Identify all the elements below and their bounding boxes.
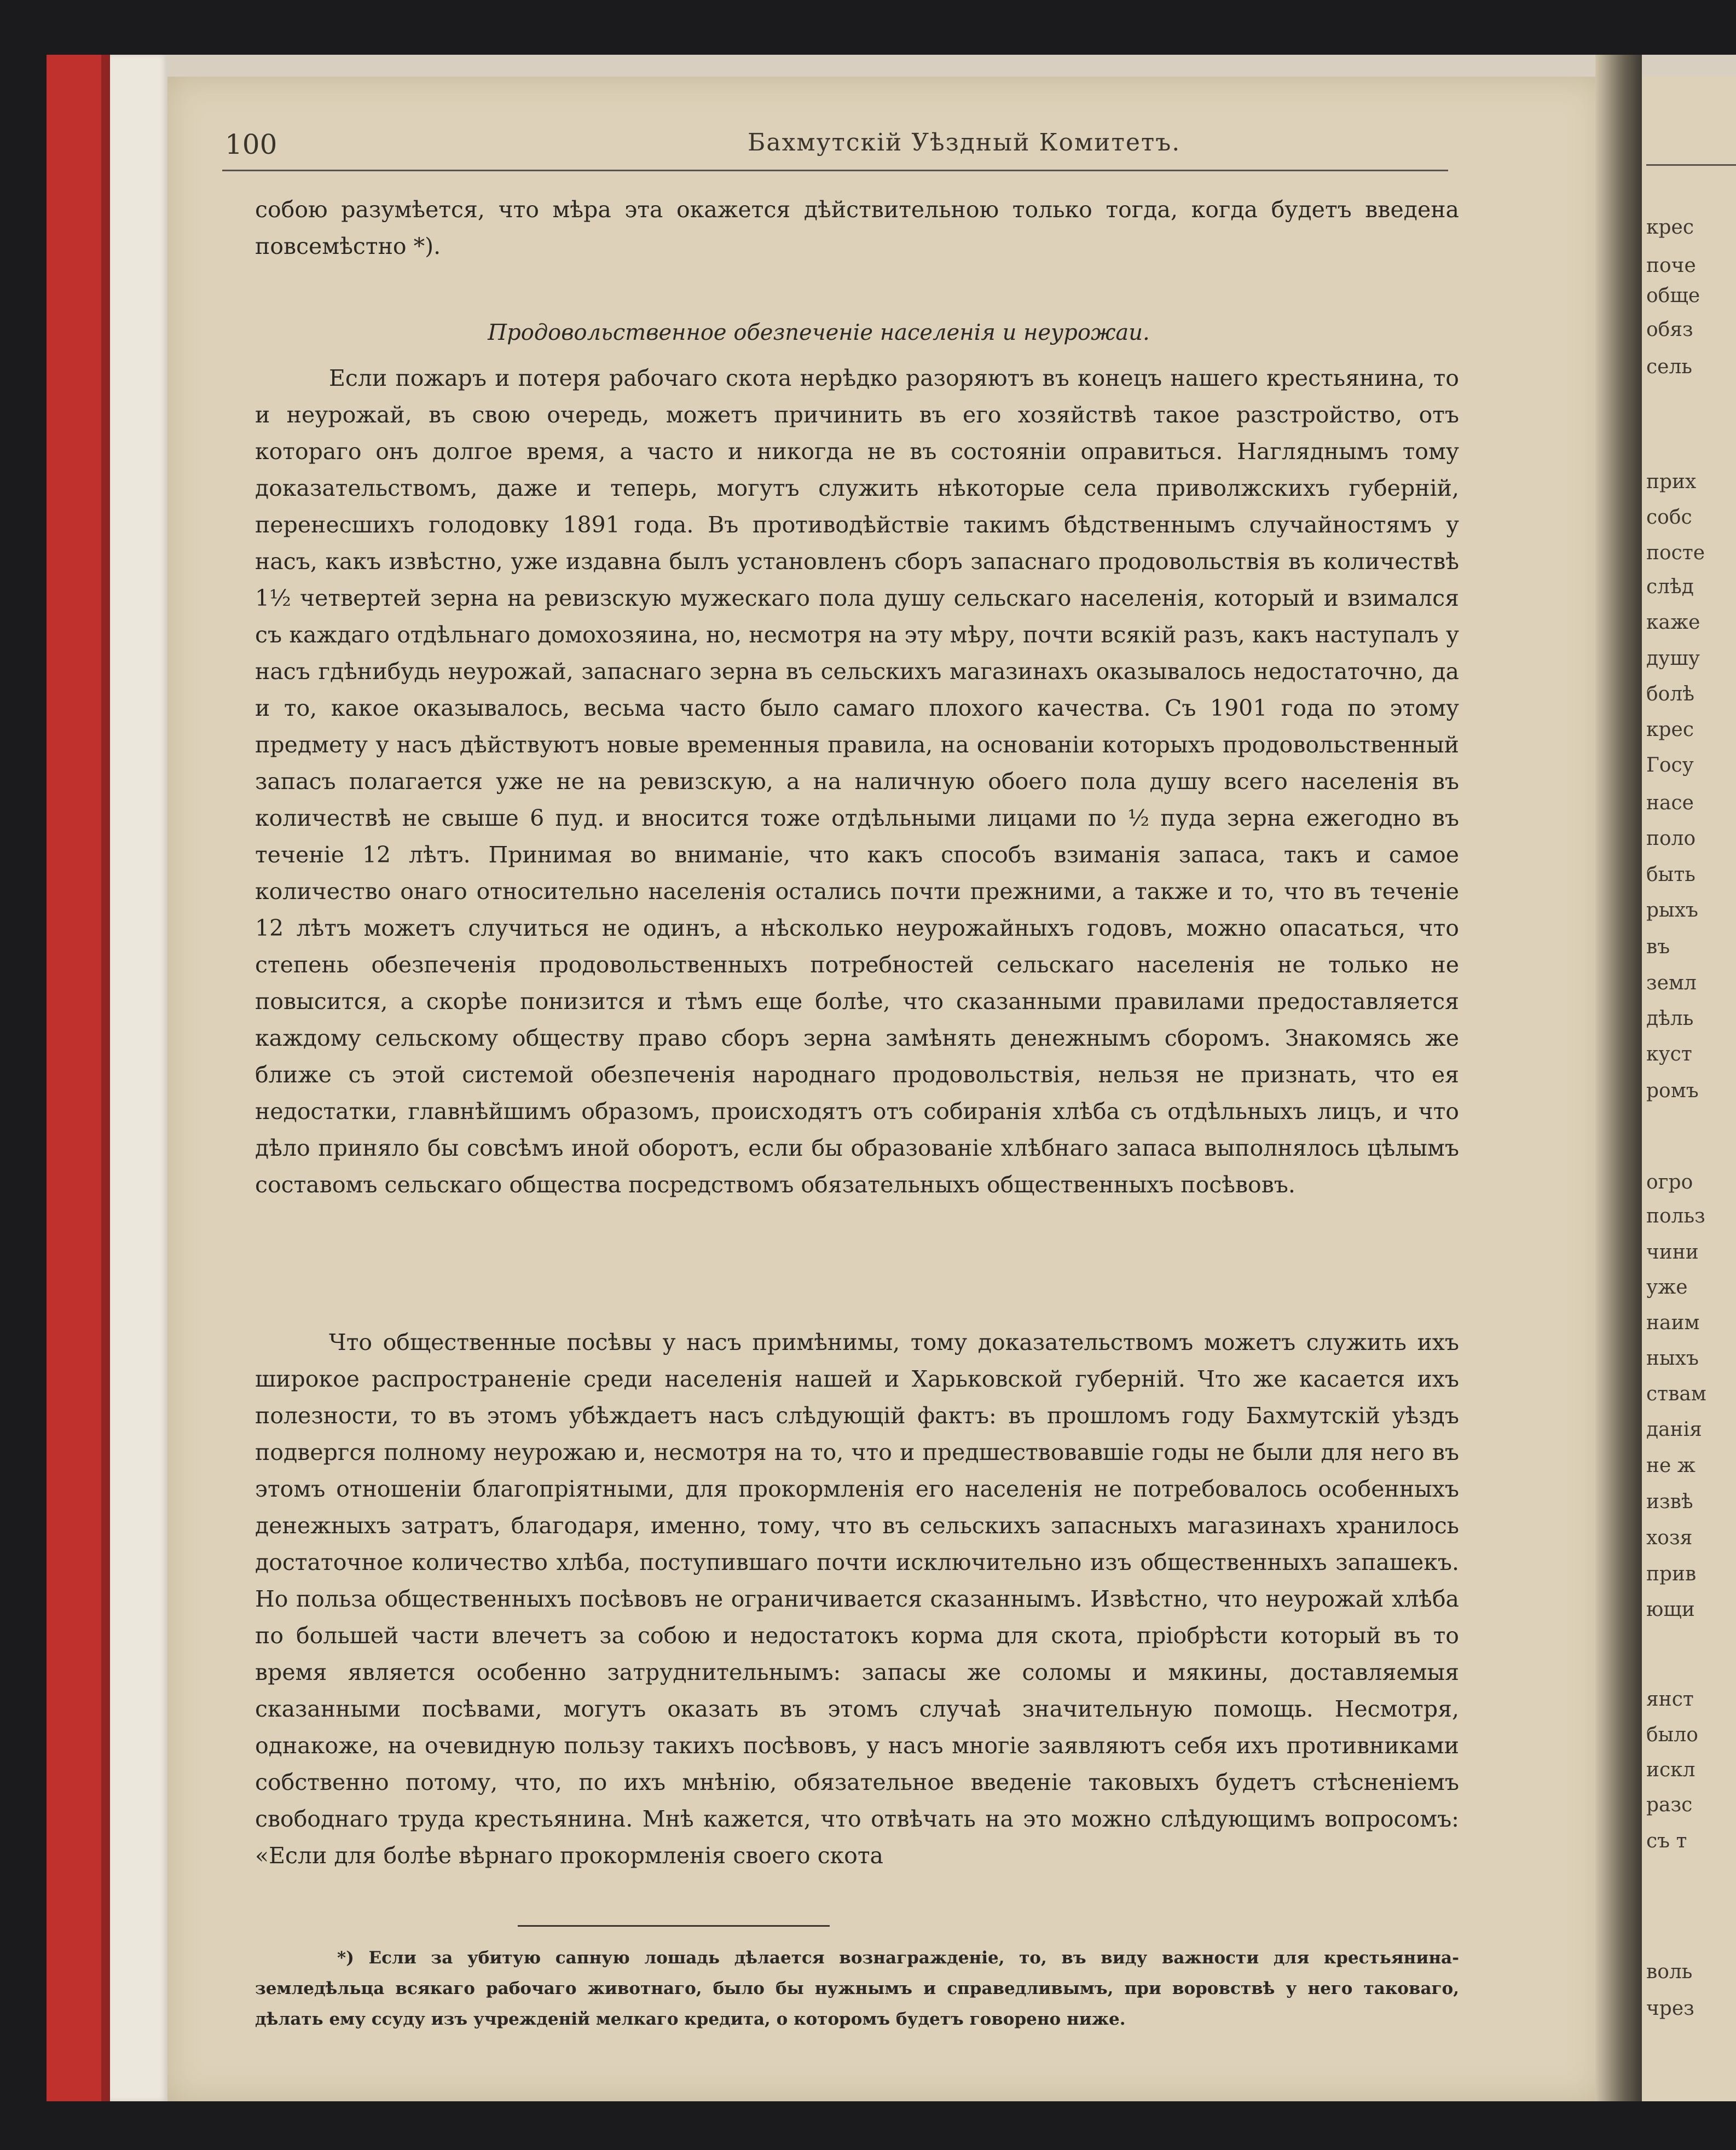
next-page-fragment: сель <box>1646 356 1692 378</box>
next-page-fragment: прив <box>1646 1563 1697 1585</box>
next-page-fragment: обяз <box>1646 318 1693 341</box>
next-page-fragment: съ т <box>1646 1830 1687 1852</box>
next-page-fragment: каже <box>1646 611 1700 634</box>
next-page-fragment: быть <box>1646 864 1696 886</box>
next-page-fragment: душу <box>1646 647 1700 670</box>
book-gutter <box>1595 55 1642 2101</box>
next-page-fragment: польз <box>1646 1205 1705 1227</box>
next-page-fragment: Госу <box>1646 754 1694 776</box>
book-cover-edge <box>101 55 110 2101</box>
next-page-fragment: посте <box>1646 542 1705 564</box>
next-page-fragment: данія <box>1646 1418 1702 1441</box>
next-page-fragment: куст <box>1646 1043 1692 1065</box>
next-page-fragment: наим <box>1646 1312 1700 1334</box>
next-page-fragment: поче <box>1646 254 1696 277</box>
header-rule <box>222 170 1448 171</box>
next-page-fragment: земл <box>1646 972 1697 994</box>
next-page-fragment: извѣ <box>1646 1491 1693 1513</box>
running-title: Бахмутскій Уѣздный Комитетъ. <box>748 129 1181 157</box>
next-page-fragment: разс <box>1646 1794 1693 1816</box>
next-page-fragment: поло <box>1646 827 1696 850</box>
footnote: *) Если за убитую сапную лошадь дѣлается вознагражденіе, то, въ виду важности для крестьянина-земледѣльца всякаго рабочаго животнаго, было бы нужнымъ и справедливымъ, при воровствѣ у него таковаго, дѣлать ему ссуду изъ учрежденій мелкаго кредита, о которомъ будетъ говорено ниже. <box>255 1948 1459 2029</box>
next-page-fragment: хозя <box>1646 1527 1693 1549</box>
body-paragraph-2: Что общественные посѣвы у насъ примѣнимы, тому доказательствомъ можетъ служить ихъ широкое распространеніе среди населенія нашей и Харьковской губерній. Что же касается ихъ полезности, то въ этомъ убѣждаетъ насъ слѣдующій фактъ: въ прошломъ году Бахмутскій уѣздъ подвергся полному неурожаю и, несмотря на то, что и предшествовавшіе годы не были для него въ этомъ отношеніи благопріятными, для прокормленія его населенія не потребовалось особенныхъ денежныхъ затратъ, благодаря, именно, тому, что въ сельскихъ запасныхъ магазинахъ хранилось достаточное количество хлѣба, поступившаго почти исключительно изъ общественныхъ запашекъ. Но польза общественныхъ посѣвовъ не ограничивается сказаннымъ. Извѣстно, что неурожай хлѣба по большей части влечетъ за собою и недостатокъ корма для скота, пріобрѣсти который въ то время является особенно затруднительнымъ: запасы же соломы и мякины, доставляемыя сказанными посѣвами, могутъ оказать въ этомъ случаѣ значительную помощь. Несмотря, однакоже, на очевидную пользу такихъ посѣвовъ, у насъ многіе заявляютъ себя ихъ противниками собственно потому, что, по ихъ мнѣнію, обязательное введеніе таковыхъ будетъ стѣсненіемъ свободнаго труда крестьянина. Мнѣ кажется, что отвѣчать на это можно слѣдующимъ вопросомъ: «Если для болѣе вѣрнаго прокормленія своего скота <box>255 1329 1459 1869</box>
book-cover-red <box>47 55 101 2101</box>
next-page-fragment: воль <box>1646 1961 1693 1983</box>
next-page-header-rule <box>1646 164 1736 166</box>
next-page-fragment: крес <box>1646 216 1694 239</box>
next-page-fragment: обще <box>1646 285 1700 307</box>
section-title: Продовольственное обезпеченіе населенія и неурожаи. <box>488 320 1150 345</box>
next-page-fragment: болѣ <box>1646 683 1694 705</box>
next-page-fragment: ныхъ <box>1646 1347 1699 1370</box>
next-page-fragment: слѣд <box>1646 576 1694 598</box>
next-page-fragment: въ <box>1646 936 1670 958</box>
next-page-fragment: огро <box>1646 1171 1693 1193</box>
left-page <box>167 77 1601 2101</box>
next-page-fragment: собс <box>1646 506 1692 529</box>
scanned-book-spread <box>47 55 1736 2101</box>
page-number: 100 <box>225 129 277 160</box>
next-page-fragment: ромъ <box>1646 1080 1699 1102</box>
next-page-fragment: чини <box>1646 1241 1699 1264</box>
next-page-fragment: ющи <box>1646 1598 1695 1621</box>
next-page-fragment: искл <box>1646 1759 1696 1781</box>
next-page-fragment: не ж <box>1646 1454 1696 1477</box>
next-page-fragment: крес <box>1646 718 1694 741</box>
next-page-fragment: насе <box>1646 792 1694 814</box>
footnote-rule <box>518 1925 830 1927</box>
next-page-fragment: чрез <box>1646 1997 1694 2020</box>
next-page-fragment: янст <box>1646 1688 1694 1711</box>
continuation-paragraph: собою разумѣется, что мѣра эта окажется дѣйствительною только тогда, когда будетъ введена повсемѣстно *). <box>255 196 1459 259</box>
body-paragraph-1: Если пожаръ и потеря рабочаго скота нерѣдко разоряютъ въ конецъ нашего крестьянина, то и неурожай, въ свою очередь, можетъ причинить въ его хозяйствѣ такое разстройство, отъ котораго онъ долгое время, а часто и никогда не въ состояніи оправиться. Нагляднымъ тому доказательствомъ, даже и теперь, могутъ служить нѣкоторые села приволжскихъ губерній, перенесшихъ голодовку 1891 года. Въ противодѣйствіе такимъ бѣдственнымъ случайностямъ у насъ, какъ извѣстно, уже издавна былъ установленъ сборъ запаснаго продовольствія въ количествѣ 1½ четвертей зерна на ревизскую мужескаго пола душу сельскаго населенія, который и взимался съ каждаго отдѣльнаго домохозяина, но, несмотря на эту мѣру, почти всякій разъ, какъ наступалъ у насъ гдѣнибудь неурожай, запаснаго зерна въ сельскихъ магазинахъ оказывалось недостаточно, да и то, какое оказывалось, весьма часто было самаго плохого качества. Съ 1901 года по этому предмету у насъ дѣйствуютъ новые временныя правила, на основаніи которыхъ продовольственный запасъ полагается уже не на ревизскую, а на наличную обоего пола душу всего населенія въ количествѣ не свыше 6 пуд. и вносится тоже отдѣльными лицами по ½ пуда зерна ежегодно въ теченіе 12 лѣтъ. Принимая во вниманіе, что какъ способъ взиманія запаса, такъ и самое количество онаго относительно населенія остались почти прежними, а также и то, что въ теченіе 12 лѣтъ можетъ случиться не одинъ, а нѣсколько неурожайныхъ годовъ, можно опасаться, что степень обезпеченія продовольственныхъ потребностей сельскаго населенія не только не повысится, а скорѣе понизится и тѣмъ еще болѣе, что сказанными правилами предоставляется каждому сельскому обществу право сборъ зерна замѣнять денежнымъ сборомъ. Знакомясь же ближе съ этой системой обезпеченія народнаго продовольствія, нельзя не признать, что ея недостатки, главнѣйшимъ образомъ, происходятъ отъ собиранія хлѣба съ отдѣльныхъ лицъ, и что дѣло приняло бы совсѣмъ иной оборотъ, если бы образованіе хлѣбнаго запаса выполнялось цѣлымъ составомъ сельскаго общества посредствомъ обязательныхъ общественныхъ посѣвовъ. <box>255 365 1459 1198</box>
next-page-fragment: было <box>1646 1724 1698 1746</box>
next-page-fragment: дѣль <box>1646 1007 1694 1030</box>
next-page-fragment: рыхъ <box>1646 899 1698 922</box>
next-page-fragment: уже <box>1646 1276 1688 1299</box>
next-page-fragment: ствам <box>1646 1383 1706 1405</box>
endpaper <box>110 55 167 2101</box>
next-page-fragment: прих <box>1646 471 1697 493</box>
